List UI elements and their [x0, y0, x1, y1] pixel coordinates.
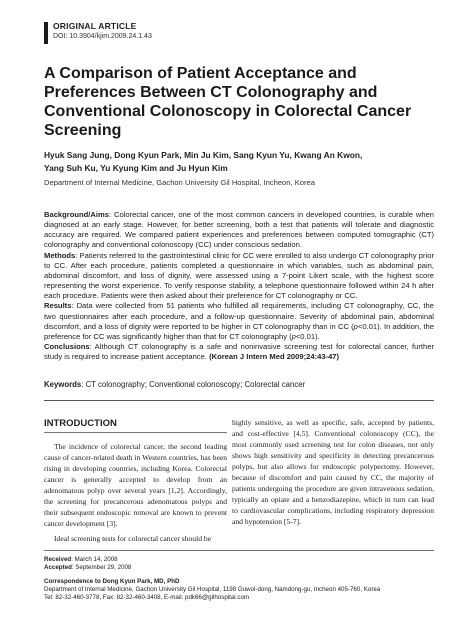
authors-line-1: Hyuk Sang Jung, Dong Kyun Park, Min Ju Kim, Sang Kyun Yu, Kwang An Kwon,	[44, 150, 363, 160]
correspondence-label: Correspondence to Dong Kyun Park, MD, PhD	[44, 578, 180, 585]
authors-line-2: Yang Suh Ku, Yu Kyung Kim and Ju Hyun Kim	[44, 162, 228, 173]
conclusions-label: Conclusions	[44, 342, 90, 352]
conclusions-text: : Although CT colonography is a safe and noninvasive screening test for colorectal cancer, further study is required to increase patient acceptance.	[44, 342, 434, 362]
footer	[44, 556, 444, 602]
article-type: ORIGINAL ARTICLE	[53, 21, 137, 31]
keywords-label: Keywords	[44, 380, 82, 389]
keywords	[44, 380, 434, 389]
authors	[44, 149, 434, 174]
background-label: Background/Aims	[44, 210, 109, 219]
doi: DOI: 10.3904/kjim.2009.24.1.43	[53, 33, 152, 40]
abstract-conclusions	[44, 342, 434, 362]
abstract-methods	[44, 251, 434, 302]
citation: (Korean J Intern Med 2009;24:43-47)	[209, 352, 340, 362]
received-date: : March 14, 2008	[71, 556, 118, 563]
correspondence-contact: Tel: 82-32-460-3778, Fax: 82-32-460-3408, E-mail: pdk66@gilhospital.com	[44, 594, 250, 601]
paper-title: A Comparison of Patient Acceptance and Preferences Between CT Colonography and Conventional Colonoscopy in Colorectal Cancer Screening	[44, 65, 412, 139]
results-text-3: <0.01).	[295, 331, 320, 341]
intro-right-column	[232, 417, 434, 527]
received-line	[44, 556, 444, 564]
background-text: : Colorectal cancer, one of the most common cancers in developed countries, is curable when diagnosed at an early stage. However, for better screening, both a test that patients will tolerate and diagnostic accuracy are required. We compared patient experiences and preferences between computed tomographic (CT) colonography and conventional colonoscopy (CC) under conscious sedation.	[44, 210, 434, 250]
intro-paragraph-1: The incidence of colorectal cancer, the second leading cause of cancer-related death in Western countries, has been rising in developing countries, including Korea. Colorectal cancer is generally accepted to develop from an adenomatous polyp over several years [1,2]. Accordingly, the screening for precancerous adenomatous polyps and their subsequent endoscopic removal are known to prevent cancer development [3].	[44, 442, 227, 528]
intro-heading-rule	[44, 432, 227, 433]
keywords-text: : CT colonography; Conventional colonoscopy; Colorectal cancer	[81, 380, 306, 389]
results-p-1: p	[353, 321, 358, 331]
intro-paragraph-right: highly sensitive, as well as specific, safe, accepted by patients, and cost-effective [4,5]. Conventional colonoscopy (CC), the most commonly used screening test for colon diseases, not only shows high sensitivity and specificity in detecting precancerous polyps, but also allows for endoscopic polypectomy. However, because of discomfort and pain caused by CC, the majority of patients undergoing the procedure are given intravenous sedation, typically an opiate and a benzodiazepine, which in turn can lead to cardiovascular complications, including respiratory depression and hypotension [5-7].	[232, 418, 434, 526]
header-bar	[44, 22, 48, 44]
accepted-date: : September 29, 2008	[71, 564, 132, 571]
footer-divider	[44, 550, 434, 551]
section-divider	[44, 400, 434, 401]
affiliation: Department of Internal Medicine, Gachon University Gil Hospital, Incheon, Korea	[44, 178, 315, 187]
abstract	[44, 210, 434, 362]
intro-heading: INTRODUCTION	[44, 418, 117, 429]
correspondence-address: Department of Internal Medicine, Gachon University Gil Hospital, 1198 Guwol-dong, Namdong-gu, Incheon 405-760, Korea	[44, 586, 381, 593]
abstract-background	[44, 210, 434, 251]
results-p-2: p	[291, 331, 296, 341]
accepted-label: Accepted	[44, 564, 72, 571]
results-text-1: : Data were collected from 51 patients who fulfilled all requirements, including CT colonography, CC, the two questionnaires after each procedure, and a follow-up questionnaire. Severity of abdominal pain, abdominal discomfort, and a loss of dignity were reported to be higher in CT colonography than in CC (	[44, 301, 434, 331]
accepted-line	[44, 564, 444, 572]
methods-label: Methods	[44, 250, 76, 260]
received-label: Received	[44, 556, 72, 563]
intro-paragraph-2: Ideal screening tests for colorectal cancer should be	[54, 534, 212, 543]
results-text-2: <0.01). In addition, the preference for CC was significantly higher than that for CT colonography (	[44, 321, 434, 341]
abstract-results	[44, 301, 434, 342]
intro-left-column	[44, 441, 227, 544]
results-label: Results	[44, 301, 72, 311]
methods-text: : Patients referred to the gastrointestinal clinic for CC were enrolled to also undergo CT colonography prior to CC. After each procedure, patients completed a questionnaire in which variables, such as abdominal pain, abdominal discomfort, and loss of dignity, were assessed using a 7-point Likert scale, with the highest score representing the worst experience. To verify response stability, a telephone questionnaire followed within 24 h after each procedure. Patients were then asked about their preference for CT colonography or CC.	[44, 250, 434, 301]
